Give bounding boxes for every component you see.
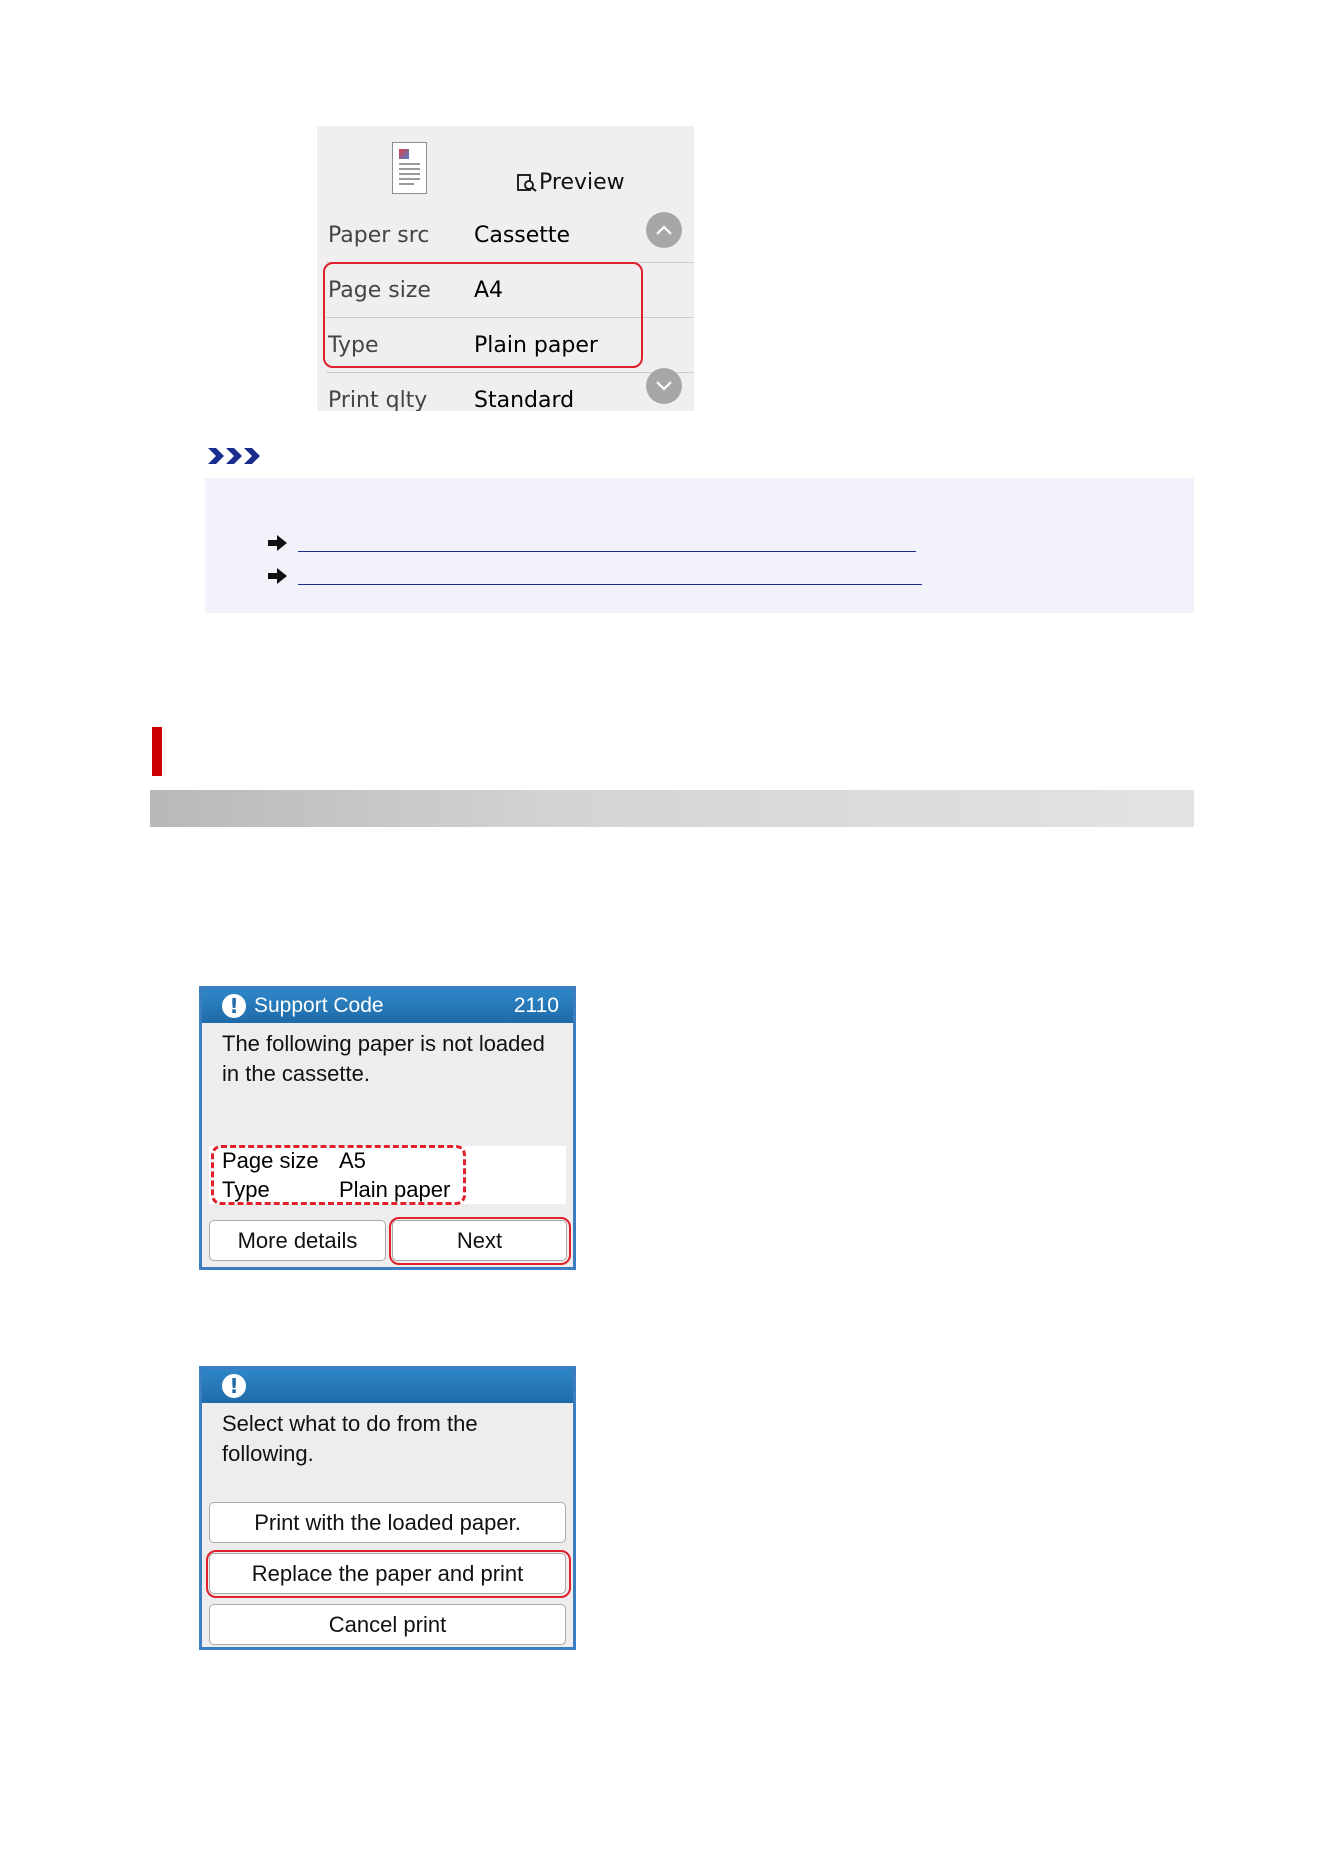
setting-value: Cassette <box>474 222 571 248</box>
preview-button[interactable] <box>517 170 625 195</box>
more-details-button[interactable]: More details <box>209 1220 386 1261</box>
arrow-right-icon <box>268 535 288 551</box>
detail-value: A5 <box>339 1148 366 1173</box>
message-line: following. <box>222 1441 314 1466</box>
preview-label: Preview <box>539 170 625 195</box>
support-code-dialog <box>199 986 576 1270</box>
detail-label: Type <box>222 1177 270 1202</box>
section-subheading-bar <box>150 790 1194 827</box>
setting-value: Plain paper <box>474 332 598 358</box>
setting-label: Paper src <box>328 222 430 248</box>
select-action-dialog <box>199 1366 576 1650</box>
detail-value: Plain paper <box>339 1177 451 1202</box>
setting-value: A4 <box>474 277 504 303</box>
link-text[interactable] <box>298 533 916 552</box>
scroll-up-icon <box>654 224 674 236</box>
highlight-box <box>389 1217 571 1265</box>
print-settings-panel <box>317 126 694 411</box>
scroll-down-icon <box>654 380 674 392</box>
dashed-highlight-box <box>211 1145 466 1205</box>
setting-row-print-qlty[interactable] <box>326 373 686 411</box>
link-text[interactable] <box>298 566 922 585</box>
message-line: in the cassette. <box>222 1061 370 1086</box>
dialog-message <box>222 1029 545 1089</box>
dialog-message <box>222 1409 478 1469</box>
highlight-box <box>323 262 643 368</box>
replace-paper-and-print-button[interactable]: Replace the paper and print <box>209 1553 566 1594</box>
dialog-title-bar <box>202 1369 573 1403</box>
setting-label: Page size <box>328 277 431 303</box>
scroll-up-button[interactable] <box>646 212 682 248</box>
arrow-right-icon <box>268 568 288 584</box>
highlight-box <box>206 1550 571 1598</box>
preview-magnifier-icon <box>517 174 537 192</box>
document-thumbnail-icon[interactable] <box>392 142 427 194</box>
message-line: The following paper is not loaded <box>222 1031 545 1056</box>
note-arrows-icon <box>208 446 264 466</box>
print-with-loaded-paper-button[interactable]: Print with the loaded paper. <box>209 1502 566 1543</box>
message-line: Select what to do from the <box>222 1411 478 1436</box>
setting-label: Print qlty <box>328 387 428 411</box>
note-link-2[interactable] <box>268 566 922 585</box>
dialog-title: Support Code <box>254 994 384 1017</box>
scroll-down-button[interactable] <box>646 368 682 404</box>
exclamation-icon: ! <box>222 994 246 1018</box>
setting-label: Type <box>328 332 379 358</box>
setting-row-paper-src[interactable] <box>326 208 686 262</box>
cancel-print-button[interactable]: Cancel print <box>209 1604 566 1645</box>
note-box <box>205 478 1194 613</box>
dialog-title-bar <box>202 989 573 1023</box>
setting-value: Standard <box>474 387 575 411</box>
next-button[interactable]: Next <box>392 1220 567 1261</box>
detail-label: Page size <box>222 1148 319 1173</box>
section-heading-marker <box>152 727 162 776</box>
note-link-1[interactable] <box>268 533 916 552</box>
support-code-number: 2110 <box>513 994 559 1017</box>
exclamation-icon: ! <box>222 1374 246 1398</box>
